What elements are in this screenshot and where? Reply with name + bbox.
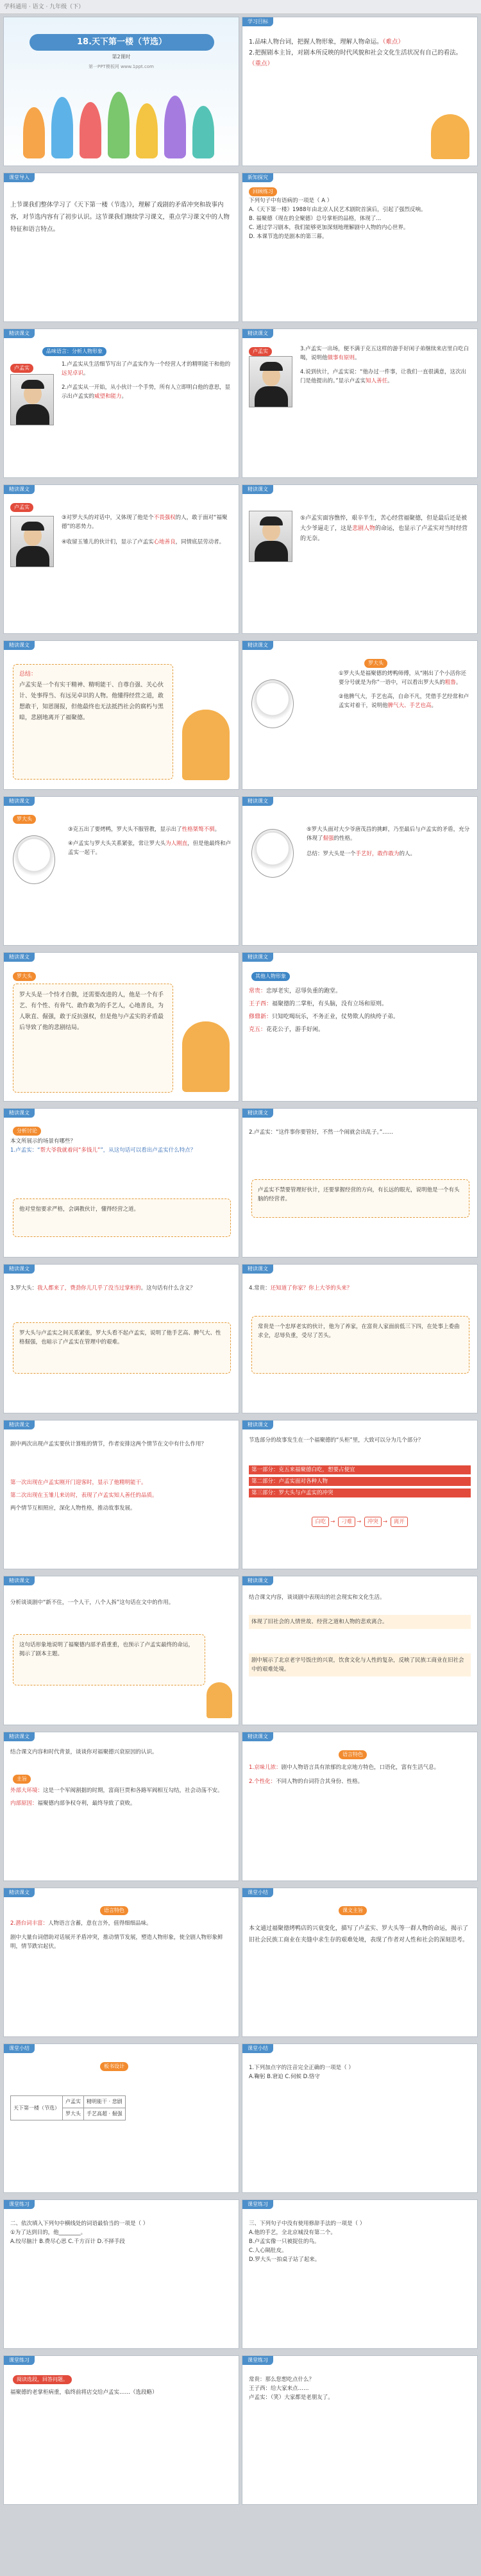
review-body — [249, 187, 471, 241]
kid-figure — [51, 97, 73, 158]
luo-point-5: ⑤罗大头面对大少爷唐茂昌的挑衅，乃至最后与卢孟实的矛盾，充分体现了 — [307, 826, 470, 842]
slide-reading[interactable] — [3, 2355, 239, 2505]
flow-step: 刁难 — [338, 1517, 355, 1527]
slide-lu-2[interactable] — [242, 328, 478, 478]
part-1: 第一部分：克五来福聚德白吃，想要占便宜 — [249, 1465, 471, 1474]
analysis-pill — [42, 343, 106, 356]
others-pill — [251, 968, 290, 981]
luo-point-1: ①罗大头是福聚德的烤鸭师傅，从“刚出了个小活你还要分号就是为你”一语中，可以看出罗大头的 — [339, 670, 467, 686]
lang-1-text — [249, 1763, 471, 1786]
slide-tab: 精读课文 — [4, 797, 35, 806]
char-name: 王子西： — [249, 1001, 273, 1007]
point-1-end: 。 — [83, 370, 89, 377]
summary-body: 卢孟实是一个有实干精神、精明能干、自尊自强、关心伙计、处事得当、有远见卓识的人物。他懂得经营之道，敢想敢干，知恩图报，但他最终也无法抵挡社会的腐朽与黑暗，悲剧地离开了福聚德。 — [19, 682, 164, 721]
answer-1: 他对堂倌要求严格，会调教伙计，懂得经营之道。 — [19, 1206, 140, 1213]
slide-tab: 精读课文 — [242, 1420, 273, 1429]
exercise-3-a: A.他的手艺，全北京城没有第二个。 — [249, 2230, 336, 2236]
luo-point-3-key: 性格桀骜不驯 — [181, 826, 215, 833]
slide-tab: 课堂练习 — [242, 2200, 273, 2209]
cover-url: 第一PPT模板网 www.1ppt.com — [89, 64, 154, 69]
slide-exercise-1[interactable] — [242, 2043, 478, 2193]
arrow-icon: → — [330, 1519, 335, 1525]
character-illustration — [431, 114, 469, 159]
slide-tab: 精读课文 — [242, 1576, 273, 1585]
slide-lu-3[interactable] — [3, 484, 239, 634]
board-title: 天下第一楼（节选） — [11, 2096, 63, 2120]
luo-point-4: ④卢孟实与罗大头关系紧张，常让罗大头 — [68, 840, 166, 847]
part-3: 第三部分：罗大头与卢孟实的冲突 — [249, 1488, 471, 1497]
slide-tab: 精读课文 — [242, 1732, 273, 1741]
slide-review[interactable] — [242, 173, 478, 322]
viewer-header: 学科通用 · 语文 · 九年级（下） — [0, 0, 481, 14]
student-illustration — [182, 710, 230, 780]
board-table — [10, 2095, 126, 2120]
name-label: 卢孟实 — [10, 364, 33, 373]
answer-box — [13, 1198, 231, 1237]
arrow-icon: → — [382, 1519, 388, 1525]
answer-4: 常贵是一个忠厚老实的伙计，他为了养家，在富贵人家面前低三下四，在处事上委曲求全，忍辱负重，受尽了苦头。 — [258, 1324, 460, 1339]
student-illustration — [207, 1682, 232, 1718]
difficulty-tag: （难点） — [382, 38, 404, 46]
board-char: 卢孟实 — [63, 2096, 84, 2108]
slide-tab: 精读课文 — [242, 641, 273, 650]
exercise-3-q: 三、下列句子中没有使用修辞手法的一项是（ ） — [249, 2221, 366, 2227]
lesson-sub: 第2课时 — [112, 54, 131, 60]
char-desc: 忠厚老实，忍辱负重的跑堂。 — [266, 988, 342, 994]
lang-pill-label: 语言特色 — [339, 1750, 367, 1759]
luo-summary-text: 罗大头是一个恃才自傲，还需要改进的人，他是一个有手艺、有个性、有骨气、敢作敢为的手艺人，心地善良，为人耿直、倔强，敢于反抗强权，但是他与卢孟实的矛盾最后导致了他的悲剧结局。 — [19, 992, 164, 1031]
slide-phrase[interactable] — [3, 1576, 239, 1725]
slide-reality[interactable] — [242, 1576, 478, 1725]
reckoning-q: 剧中两次出现卢孟实要伙计算账的情节，作者安排这两个情节在文中有什么作用？ — [10, 1441, 207, 1447]
theme-label-1: 外部大环境： — [10, 1787, 44, 1794]
char-name: 克五： — [249, 1027, 267, 1033]
actor-photo — [10, 374, 54, 425]
slide-goals[interactable] — [242, 17, 478, 166]
slide-tab: 精读课文 — [4, 1888, 35, 1897]
luo-summary: 总结：罗大头是一个 — [307, 851, 356, 857]
name-label: 罗大头 — [13, 972, 36, 981]
discuss-2-q: 2.卢孟实：“这件事你要管好，不然一个闹就会出乱子。”…… — [249, 1129, 394, 1136]
dialogue-line: 常贵：那么您想吃点什么？ — [249, 2376, 315, 2383]
theme-label-2: 内部原因： — [10, 1800, 38, 1807]
dialogue-text — [249, 2375, 471, 2402]
lang-label-2: 2.个性化： — [249, 1778, 276, 1785]
luo-3-text — [307, 825, 471, 858]
reckoning-a1: 第一次出现在卢孟实刚开门迎客时，显示了他精明能干。 — [10, 1480, 147, 1486]
kid-figure — [192, 106, 214, 158]
phrase-q: 分析谈谈剧中“新不住，一个人干，八个人拆”这句话在文中的作用。 — [10, 1599, 174, 1606]
reality-box-1: 体现了旧社会的人情世故、经营之道和人物的悲欢离合。 — [249, 1615, 471, 1629]
slide-tab: 精读课文 — [4, 641, 35, 650]
slide-tab: 课堂练习 — [4, 2356, 35, 2365]
reckoning-a2: 第二次出现在玉雏儿来访时，表现了卢孟实知人善任的品质。 — [10, 1492, 158, 1499]
discuss-3-end: 。这句话有什么含义？ — [140, 1285, 196, 1292]
slide-luo-3[interactable] — [242, 796, 478, 946]
exercise-2 — [10, 2219, 232, 2246]
point-4-key: 知人善任 — [366, 378, 388, 384]
slide-tab: 精读课文 — [4, 329, 35, 338]
discuss-question-1: 1.卢孟实：“ — [10, 1147, 40, 1154]
lu-1-text — [62, 360, 232, 401]
name-tag — [10, 360, 33, 373]
lu-3-text — [62, 513, 232, 547]
slide-cover[interactable] — [3, 17, 239, 166]
name-label: 罗大头 — [13, 815, 36, 824]
exercise-3-d: D.罗大头一拍桌子站了起来。 — [249, 2256, 321, 2263]
exercise-1 — [249, 2063, 471, 2081]
exercise-3-c: C.人心隔肚皮。 — [249, 2248, 287, 2254]
slide-lang-2[interactable] — [3, 1888, 239, 2037]
slide-dialogue[interactable] — [242, 2355, 478, 2505]
luo-point-5-key: 倔强 — [323, 835, 334, 842]
slide-tab: 精读课文 — [242, 1265, 273, 1274]
reckoning-answers — [10, 1478, 232, 1513]
point-2-end: 。 — [121, 393, 128, 400]
char-desc: 福聚德的二掌柜，有头脑，没有立场和原则。 — [272, 1001, 388, 1007]
discuss-question-0: 本文所展示的场景有哪些？ — [10, 1138, 76, 1145]
name-label: 罗大头 — [364, 659, 387, 668]
point-4-end: 。 — [387, 378, 393, 384]
luo-point-5-end: 的性格。 — [333, 835, 356, 842]
point-2: 2.卢孟实从一开始，从小伙计一个手势，所有人立即明白他的意思，显示出卢孟实的 — [62, 384, 231, 400]
slide-luo-summary[interactable] — [3, 952, 239, 1102]
slide-tab: 学习目标 — [242, 17, 273, 26]
slide-tab: 精读课文 — [4, 1420, 35, 1429]
lang-text-4: 剧中大量台词借助对话展开矛盾冲突，推动情节发展，塑造人物形象，使全剧人物形象鲜明，情节跌宕起伏。 — [10, 1934, 223, 1950]
slide-discuss-1[interactable] — [3, 1108, 239, 1258]
kid-figure — [136, 103, 158, 158]
name-tag — [10, 499, 33, 512]
lang-text-2: 不同人物的台词符合其身份、性格。 — [276, 1778, 364, 1785]
lang-pill — [100, 1902, 128, 1915]
reckoning-a3: 两个情节互相照应，深化人物性格，推动故事发展。 — [10, 1505, 136, 1512]
point-6: ④收留玉雏儿的伙计们，显示了卢孟实 — [62, 539, 154, 545]
discuss-4-quote: 还知道了你家？你上大爷的头来？ — [270, 1285, 353, 1292]
lang-text-1: 剧中人物语言具有浓郁的北京地方特色，口语化，富有生活气息。 — [281, 1764, 440, 1771]
goal-1: 1.品味人物台词， — [249, 38, 298, 46]
reality-box-2: 剧中展示了北京老字号饭庄的兴衰，饮食文化与人性的复杂，反映了民族工商业在旧社会中的艰难处境。 — [249, 1653, 471, 1676]
slide-tab: 精读课文 — [242, 329, 273, 338]
slide-tab: 课堂导入 — [4, 173, 35, 182]
luo-2-text — [68, 825, 232, 857]
slide-discuss-3[interactable] — [3, 1264, 239, 1413]
luo-summary-end: 的人。 — [399, 851, 416, 857]
option-d: D. 本课节选的是剧本的第三幕。 — [249, 234, 328, 240]
board-pill-label: 板书设计 — [100, 2062, 128, 2071]
point-7: ⑤卢孟实面容憔悴，艰辛半生，苦心经营福聚德，但是最后还是被大少爷逼走了，这是 — [300, 515, 468, 532]
board-trait: 精明能干 · 悲剧 — [84, 2096, 126, 2108]
lang-label-3: 2.潜台词丰富： — [10, 1920, 49, 1927]
discuss-pill — [13, 1123, 41, 1136]
slide-tab: 精读课文 — [242, 485, 273, 494]
flow-step: 白吃 — [312, 1517, 329, 1527]
point-1-key: 远见卓识 — [62, 370, 84, 377]
exercise-3 — [249, 2219, 471, 2264]
char-name: 修鼎新： — [249, 1014, 273, 1020]
theme-summary-pill — [339, 1902, 367, 1915]
theme-pill-label: 主旨 — [13, 1775, 31, 1784]
kids-illustration — [23, 81, 219, 158]
exercise-1-q: 1.下列加点字的注音完全正确的一项是（ ） — [249, 2065, 354, 2071]
slide-tab: 精读课文 — [4, 1109, 35, 1118]
slide-board[interactable] — [3, 2043, 239, 2193]
lang-pill — [339, 1746, 367, 1759]
flow-step: 冲突 — [364, 1517, 382, 1527]
analysis-pill-label: 品味语言：分析人物形象 — [42, 347, 106, 356]
reality-q: 结合课文内容，谈谈剧中表现出的社会现实和文化生活。 — [249, 1594, 385, 1601]
name-tag — [13, 811, 36, 824]
lu-4-text — [300, 513, 471, 544]
kid-figure — [108, 92, 130, 158]
discuss-4-q — [249, 1284, 471, 1293]
slide-tab: 课堂小结 — [4, 2044, 35, 2053]
question-line: 下列句子中有语病的一项是（ A ） — [249, 198, 333, 204]
arrow-icon: → — [357, 1519, 362, 1525]
kid-figure — [164, 96, 186, 158]
structure-parts — [249, 1465, 471, 1497]
slide-tab: 精读课文 — [242, 953, 273, 962]
slide-lang-1[interactable] — [242, 1732, 478, 1881]
slide-lu-summary[interactable] — [3, 640, 239, 790]
char-desc: 只知吃喝玩乐，不务正业，仗势欺人的纨绔子弟。 — [272, 1014, 400, 1020]
luo-summary-key: 手艺好，敢作敢为 — [355, 851, 400, 857]
luo-point-2: ②他脾气大，手艺也高，自命不凡，凭借手艺经常和卢孟实对着干，说明他 — [339, 694, 469, 709]
slide-tab: 精读课文 — [4, 1576, 35, 1585]
part-2: 第二部分：卢孟实面对各种人物 — [249, 1477, 471, 1486]
kid-figure — [23, 107, 45, 158]
theme-pill — [13, 1771, 31, 1784]
lang-label-1: 1.京味儿浓： — [249, 1764, 282, 1771]
exercise-2-sentence: ①为了达到目的，他________。 — [10, 2230, 87, 2236]
luo-point-2-end: 。 — [431, 703, 437, 709]
sketch-portrait — [251, 829, 294, 878]
actor-photo — [249, 511, 292, 562]
others-pill-label: 其他人物形象 — [251, 972, 290, 981]
slide-tab: 精读课文 — [4, 485, 35, 494]
summary-text — [19, 669, 168, 724]
goal-1-detail: 把握人物形象，理解人物命运。 — [297, 38, 383, 46]
slide-tab: 课堂练习 — [4, 2200, 35, 2209]
point-5-key: 不畏强权 — [153, 515, 176, 521]
theme-text-1: 这是一个军阀割据的时期，富商巨贾和各路军阀相互勾结，社会动荡不安。 — [43, 1787, 223, 1794]
structure-flow — [249, 1517, 471, 1527]
lang-text-3: 人物语言含蓄，意在言外，值得细细品味。 — [48, 1920, 152, 1927]
point-3-key: 做事有原则 — [327, 355, 355, 361]
name-tag — [364, 655, 387, 668]
discuss-1-text — [10, 1137, 232, 1155]
actor-photo — [10, 516, 54, 567]
char-name: 常贵： — [249, 988, 267, 994]
theme-points — [10, 1786, 232, 1808]
slide-discuss-2[interactable] — [242, 1108, 478, 1258]
goal-2: 2.把握剧本主旨，对剧本所反映的时代风貌和社会文化生活状况有自己的看法。 — [249, 49, 462, 56]
slide-tab: 精读课文 — [4, 1732, 35, 1741]
board-pill — [100, 2058, 128, 2071]
luo-point-4-end: ，但是他最终和卢孟实一起干。 — [68, 840, 232, 856]
exercise-2-options: A.绞尽脑汁 B.费尽心思 C.千方百计 D.不择手段 — [10, 2239, 125, 2245]
theme-summary-pill-label: 课文主旨 — [339, 1906, 367, 1915]
luo-point-3-end: 。 — [214, 826, 221, 833]
point-4: 4.说到伙计，卢孟实说：“他办过一件事，让我们一直很满意，这次出门是他提出的。”显示卢孟实 — [300, 369, 467, 384]
dialogue-line: 卢孟实：（笑）大家都是老朋友了。 — [249, 2394, 333, 2401]
point-6-end: ，同情底层劳动者。 — [175, 539, 225, 545]
others-list — [249, 985, 471, 1036]
slide-theme[interactable] — [3, 1732, 239, 1881]
kid-figure — [80, 102, 101, 158]
name-label: 卢孟实 — [249, 347, 272, 356]
exercise-3-b: B.卢孟实像一只被捉住的鸟。 — [249, 2239, 320, 2245]
point-3: 3.卢孟实一出场，便不满于克五这样的游手好闲子弟继续来店里白吃白喝，说明他 — [300, 346, 469, 361]
reading-text: 福聚德的老掌柜病重，临终前将店交给卢孟实……（选段略） — [10, 2389, 158, 2396]
slide-theme-summary[interactable] — [242, 1888, 478, 2037]
slide-tab: 课堂小结 — [242, 1888, 273, 1897]
char-desc: 花花公子，游手好闲。 — [266, 1027, 325, 1033]
lang-pill-label: 语言特色 — [100, 1906, 128, 1915]
point-5: ③对罗大头的对话中，又体现了他是个 — [62, 515, 154, 521]
discuss-quote: 帮大爷我就着问“多钱儿” — [40, 1147, 101, 1154]
slide-tab: 课堂小结 — [242, 2044, 273, 2053]
structure-q: 节选部分的故事发生在一个福聚德的“头柜”里，大致可以分为几个部分？ — [249, 1437, 424, 1444]
answer-3: 罗大头与卢孟实之间关系紧张，罗大头看不起卢孟实，说明了他手艺高、脾气大、性格倔强，也暗示了卢孟实在管理中的艰难。 — [19, 1330, 221, 1345]
point-7-end: 的命运，也显示了卢孟实对当时经营的无奈。 — [300, 525, 468, 542]
student-illustration — [182, 1021, 230, 1092]
slide-exercise-3[interactable] — [242, 2199, 478, 2349]
option-b: B. 福聚德（现在的全聚德）总号掌柜的品格，体现了... — [249, 216, 382, 222]
point-6-key: 心地善良 — [153, 539, 176, 545]
slide-structure[interactable] — [242, 1420, 478, 1569]
reading-pill — [13, 2371, 72, 2384]
luo-point-1-end: 。 — [455, 679, 462, 686]
discuss-3-quote: 我人都来了，费劲你儿几乎了没当过掌柜的 — [37, 1285, 141, 1292]
actor-photo — [249, 356, 292, 407]
review-pill: 回顾练习 — [249, 187, 277, 196]
luo-point-4-key: 为人刚直 — [165, 840, 188, 847]
point-5-end: 的人，敢于面对“福聚德”的恶势力。 — [62, 515, 228, 530]
board-layout — [10, 2095, 232, 2120]
slide-exercise-2[interactable] — [3, 2199, 239, 2349]
theme-summary-text: 本文通过福聚德烤鸭店的兴衰变化，描写了卢孟实、罗大头等一群人物的命运，揭示了旧社会民族工商业在夹缝中求生存的艰难处境，表现了作者对人性和社会的深刻思考。 — [249, 1925, 469, 1943]
slide-tab: 课堂练习 — [242, 2356, 273, 2365]
sketch-portrait — [13, 835, 55, 884]
option-c: C. 通过学习剧本，我们能够更加深刻地理解剧中人物的内心世界。 — [249, 225, 409, 231]
slide-lu-1[interactable] — [3, 328, 239, 478]
slide-tab: 精读课文 — [242, 797, 273, 806]
slide-intro[interactable] — [3, 173, 239, 322]
phrase-answer: 这句话形象地说明了福聚德内部矛盾重重，也预示了卢孟实最终的命运，揭示了剧本主题。 — [19, 1642, 194, 1657]
luo-point-3: ③克五出了要烤鸭，罗大头不服管教，显示出了 — [68, 826, 182, 833]
page-title: 18.天下第一楼（节选） — [30, 34, 214, 51]
exercise-2-q: 二、依次填入下列句中横线处的词语最恰当的一项是（ ） — [10, 2221, 149, 2227]
lang-2-text — [10, 1919, 232, 1951]
point-1: 1.卢孟实从生活细节写出了卢孟实作为一个经营人才的精明能干和他的 — [62, 361, 231, 368]
summary-title: 总结： — [19, 671, 37, 678]
sketch-portrait — [251, 679, 294, 728]
theme-q: 结合课文内容和时代背景，谈谈你对福聚德兴衰原因的认识。 — [10, 1749, 158, 1755]
discuss-3-q — [10, 1284, 232, 1293]
focus-tag: （重点） — [249, 60, 274, 67]
point-7-key: 悲剧人物 — [352, 525, 376, 532]
theme-text-2: 福聚德内部争权夺利，最终导致了衰败。 — [37, 1800, 136, 1807]
discuss-4-prefix: 4.常贵： — [249, 1285, 271, 1292]
exercise-1-options: A.鞠躬 B.窘迫 C.伺候 D.恪守 — [249, 2074, 320, 2080]
goals-text — [249, 37, 471, 69]
slide-tab: 新知探究 — [242, 173, 273, 182]
intro-text: 上节课我们整体学习了《天下第一楼（节选）》，理解了戏剧的矛盾冲突和故事内容，对节选内容有了初步认识。这节课我们继续学习课文，重点学习课文中的人物特征和语言特点。 — [10, 201, 230, 233]
board-char: 罗大头 — [63, 2108, 84, 2120]
slide-tab: 精读课文 — [4, 1265, 35, 1274]
slide-lu-4[interactable] — [242, 484, 478, 634]
answer-2: 卢孟实不禁要管理好伙计，还要掌握经营的方向，有长远的眼光，说明他是一个有头脑的经营者。 — [258, 1187, 460, 1202]
board-trait: 手艺高超 · 倔强 — [84, 2108, 126, 2120]
slide-tab: 精读课文 — [4, 953, 35, 962]
point-3-end: 。 — [355, 355, 360, 361]
slide-discuss-4[interactable] — [242, 1264, 478, 1413]
slide-others[interactable] — [242, 952, 478, 1102]
name-tag — [249, 343, 272, 356]
reading-pill-label: 阅读选段，回答问题。 — [13, 2375, 72, 2384]
luo-1-text — [339, 669, 471, 710]
luo-point-2-key: 脾气大、手艺也高 — [387, 703, 432, 709]
luo-point-1-key: 粗鲁 — [444, 679, 456, 686]
slide-luo-1[interactable] — [242, 640, 478, 790]
discuss-question-1-end: ”，从这句话可以看出卢孟实什么特点？ — [100, 1147, 196, 1154]
point-2-key: 威望和能力 — [94, 393, 122, 400]
slide-luo-2[interactable] — [3, 796, 239, 946]
name-tag — [13, 968, 36, 981]
name-label: 卢孟实 — [10, 503, 33, 512]
lu-2-text — [300, 345, 471, 386]
flow-step: 离开 — [391, 1517, 408, 1527]
option-a: A.《天下第一楼》1988年由北京人民艺术剧院首演后，引起了强烈反响。 — [249, 207, 426, 213]
dialogue-line: 王子西：给大家来点…… — [249, 2385, 309, 2392]
slide-tab: 精读课文 — [242, 1109, 273, 1118]
slide-reckoning[interactable] — [3, 1420, 239, 1569]
discuss-3-prefix: 3.罗大头： — [10, 1285, 38, 1292]
discuss-pill-label: 分析讨论 — [13, 1127, 41, 1136]
